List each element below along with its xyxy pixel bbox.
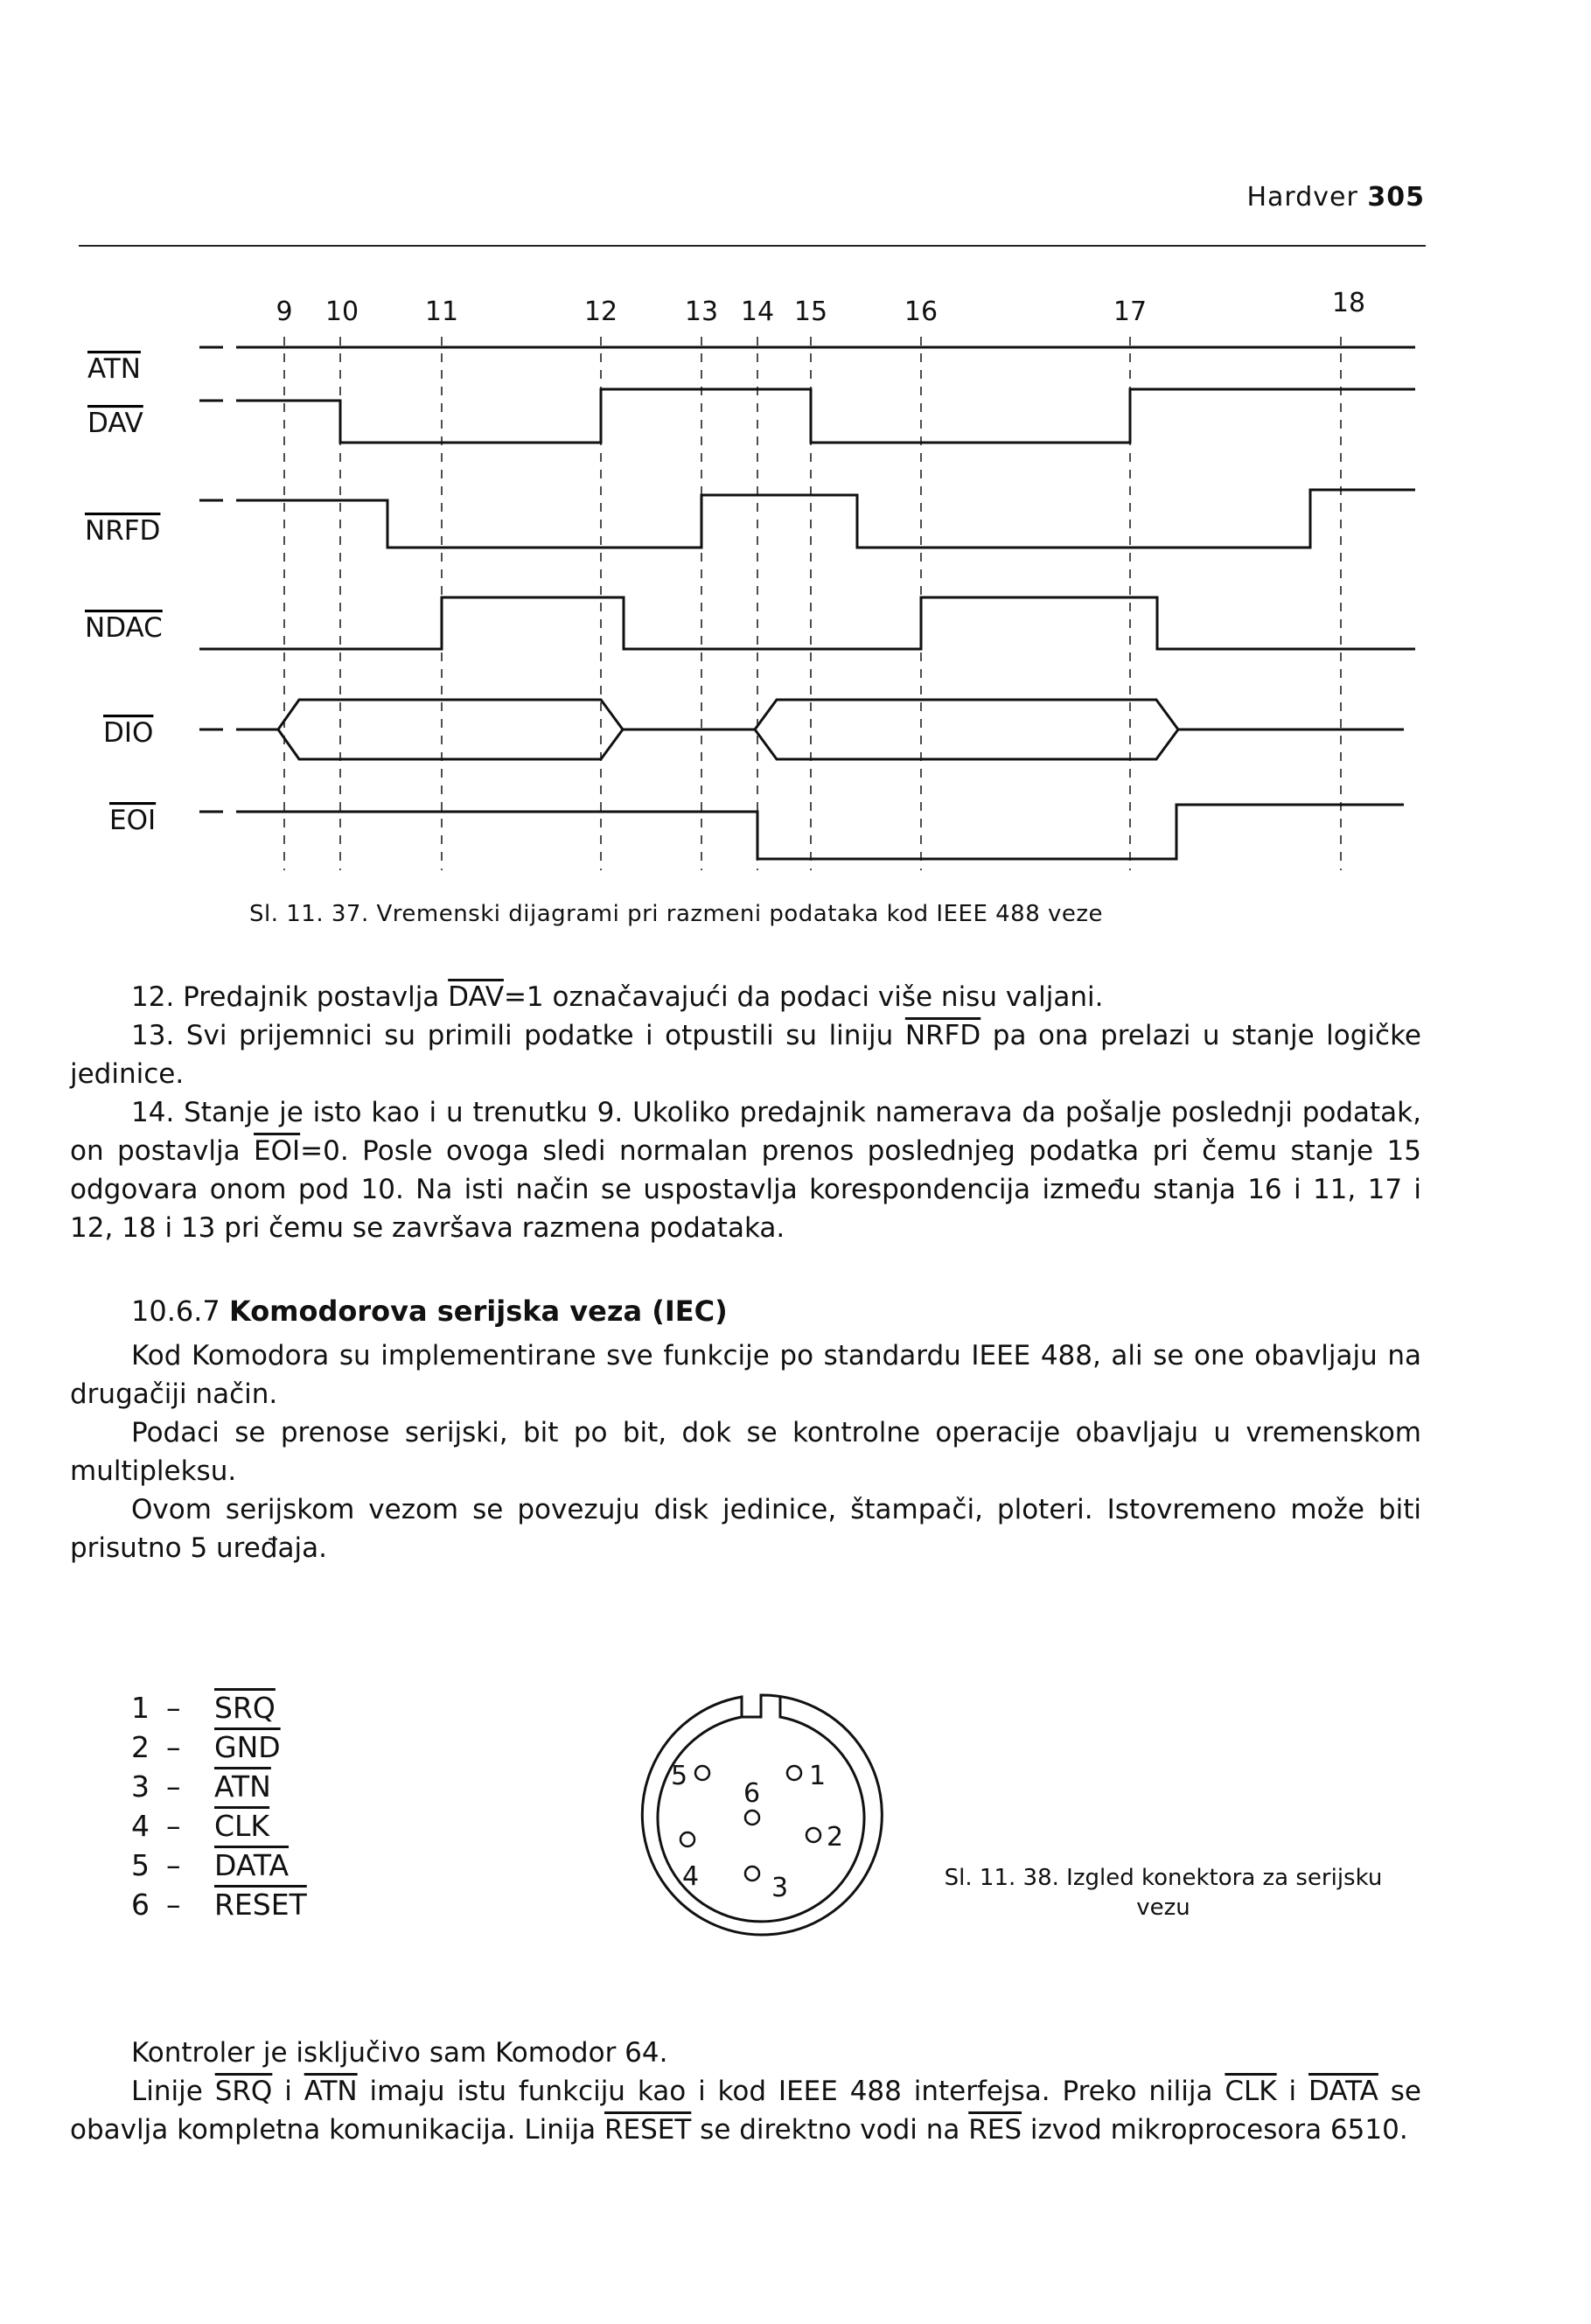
signal-clk: $\overline{CLK}$ (1225, 2076, 1277, 2107)
signal-reset: RESET (604, 2114, 692, 2146)
section-title: Komodorova serijska veza (IEC) (228, 1295, 728, 1328)
section-number: 10.6.7 (131, 1295, 220, 1328)
signal-atn: $\overline{ATN}$ (304, 2076, 358, 2107)
connector-pin-labels (671, 1761, 843, 1903)
paragraph: Kod Komodora su implementirane sve funkcije po standardu IEEE 488, ali se one obavljaju na drugačiji način. (70, 1340, 1421, 1410)
signal-label-ndac: NDAC (85, 612, 163, 644)
figure-caption-connector: Sl. 11. 38. Izgled konektora za serijsku vezu (944, 1865, 1383, 1921)
item-14: 14. Stanje je isto kao i u trenutku 9. Ukoliko predajnik namerava da pošalje poslednji podatak, on postavlja $\overline{EOI}=0$. Posle ovoga sledi normalan prenos poslednjeg podatka pri čemu stanje 15 odgovara onom pod 10. Na isti način se uspostavlja korespondencija između stanja 16 i 11, 17 i 12, 18 i 13 pri čemu se završava razmena podataka. (70, 1097, 1421, 1244)
pin-row: 6 – RESET (131, 1888, 307, 1922)
item-13: 13. Svi prijemnici su primili podatke i otpustili su liniju NRFD pa ona prelazi u stanje logičke jedinice. (70, 1020, 1421, 1090)
pin-row: 2 – $\overline{GND}$ (131, 1730, 281, 1764)
signal-label-eoi: EOI (109, 805, 157, 836)
waveform-dio-upper (199, 700, 1404, 729)
connector-label-3: 3 (771, 1873, 789, 1903)
paragraph: Ovom serijskom vezom se povezuju disk jedinice, štampači, ploteri. Istovremeno može biti prisutno 5 uređaja. (70, 1494, 1421, 1564)
connector-label-1: 1 (809, 1761, 827, 1791)
time-marker: 18 (1331, 288, 1366, 318)
running-head-label: Hardver (1246, 182, 1358, 213)
time-marker: 15 (793, 297, 828, 327)
numbered-items (70, 978, 1421, 1247)
signal-labels (85, 353, 163, 836)
pin-hole-1 (787, 1766, 801, 1780)
closing-paragraphs (70, 2034, 1421, 2149)
section-paragraphs (70, 1336, 1421, 1567)
connector-label-5: 5 (671, 1761, 688, 1791)
signal-label-dio: DIO (103, 717, 154, 749)
signal-srq: $\overline{SRQ}$ (214, 2076, 273, 2107)
waveform-dav (199, 389, 1415, 443)
time-marker: 11 (424, 297, 459, 327)
waveform-eoi (199, 805, 1404, 859)
signal-nrfd: NRFD (904, 1020, 981, 1051)
running-head (1246, 182, 1425, 213)
time-marker: 16 (904, 297, 939, 327)
waveform-dio-lower (278, 729, 1178, 759)
waveforms (199, 347, 1415, 859)
paragraph: Podaci se prenose serijski, bit po bit, dok se kontrolne operacije obavljaju u vremenskom multipleksu. (70, 1417, 1421, 1487)
item-12: 12. Predajnik postavlja $\overline{DAV}=1$ označavajući da podaci više nisu valjani. (131, 981, 1104, 1013)
page-number: 305 (1367, 182, 1425, 213)
time-markers (276, 288, 1365, 327)
signal-label-dav: DAV (87, 408, 143, 439)
signal-eoi: $\overline{EOI}$ (254, 1135, 301, 1167)
pin-row: 1 – $\overline{SRQ}$ (131, 1691, 276, 1725)
pin-hole-2 (806, 1828, 820, 1842)
signal-dav: $\overline{DAV}$ (448, 981, 504, 1013)
figure-caption-timing: Sl. 11. 37. Vremenski dijagrami pri razmeni podataka kod IEEE 488 veze (249, 901, 1104, 927)
connector-outer-shell (642, 1695, 882, 1935)
time-marker: 17 (1113, 297, 1148, 327)
signal-label-nrfd: NRFD (85, 515, 161, 547)
waveform-nrfd (199, 490, 1415, 548)
connector-label-6: 6 (743, 1778, 761, 1809)
paragraph: Kontroler je isključivo sam Komodor 64. (131, 2037, 668, 2069)
connector-label-4: 4 (682, 1861, 700, 1892)
waveform-ndac (199, 597, 1415, 649)
connector-diagram (630, 1688, 892, 1951)
time-marker: 9 (276, 297, 293, 327)
signal-res: $\overline{RES}$ (968, 2114, 1022, 2146)
time-marker: 14 (740, 297, 775, 327)
signal-data: DATA (1308, 2076, 1378, 2107)
time-marker: 10 (324, 297, 359, 327)
time-marker: 13 (684, 297, 719, 327)
time-marker: 12 (583, 297, 618, 327)
pin-hole-3 (745, 1867, 759, 1881)
pin-hole-4 (680, 1832, 694, 1846)
paragraph: Linije $\overline{SRQ}$ i $\overline{ATN}$ imaju istu funkciju kao i kod IEEE 488 interfejsa. Preko nilija $\overline{CLK}$ i DATA se obavlja kompletna komunikacija. Linija RESET se direktno vodi na $\overline{RES}$ izvod mikroprocesora 6510. (70, 2076, 1421, 2146)
section-heading (131, 1295, 728, 1328)
header-rule (79, 245, 1426, 247)
pin-hole-6 (745, 1811, 759, 1825)
pin-hole-5 (695, 1766, 709, 1780)
connector-label-2: 2 (827, 1822, 844, 1853)
signal-label-atn: ATN (87, 353, 141, 385)
timing-diagram (70, 271, 1434, 883)
pin-row: 3 – $\overline{ATN}$ (131, 1769, 271, 1804)
pin-row: 4 – $\overline{CLK}$ (131, 1809, 270, 1843)
pin-list (131, 1688, 307, 1924)
pin-row: 5 – DATA (131, 1848, 290, 1882)
